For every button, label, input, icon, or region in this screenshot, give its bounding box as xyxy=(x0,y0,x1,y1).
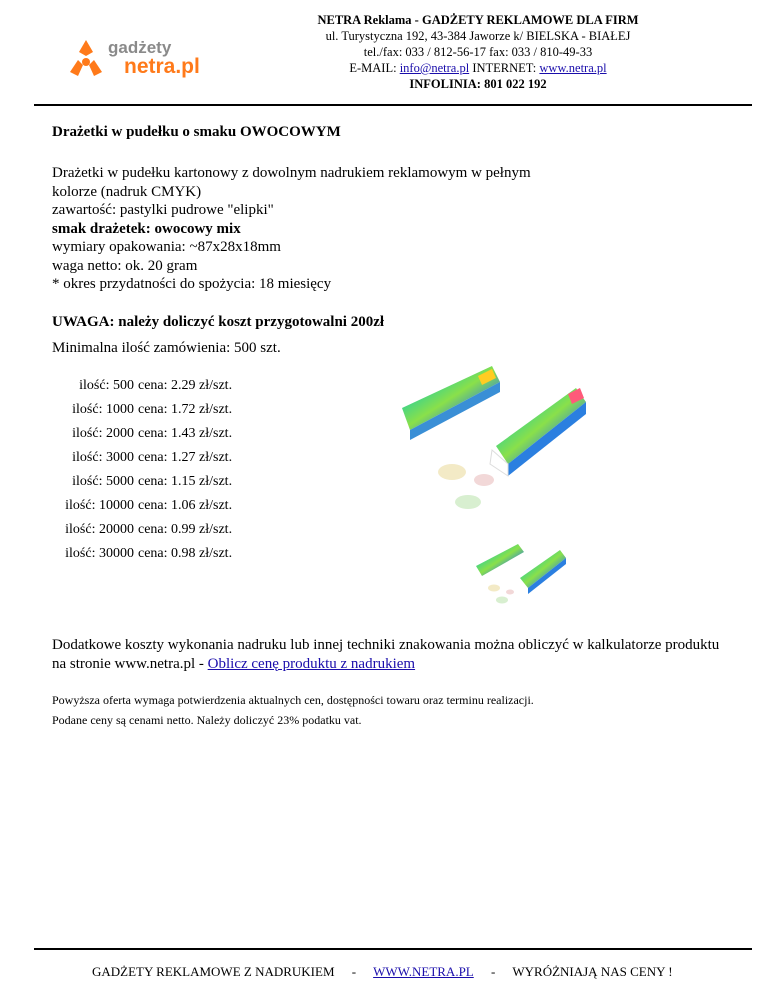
footer-slogan-left: GADŻETY REKLAMOWE Z NADRUKIEM xyxy=(92,964,335,979)
price-value: cena: 0.98 zł/szt. xyxy=(138,546,233,561)
candy-pink xyxy=(474,474,494,486)
product-title: Drażetki w pudełku o smaku OWOCOWYM xyxy=(52,124,341,140)
price-value: cena: 1.72 zł/szt. xyxy=(138,402,233,417)
price-value: cena: 1.06 zł/szt. xyxy=(138,498,233,513)
netra-triad-logo-icon xyxy=(66,38,106,82)
header-company-name: NETRA Reklama - GADŻETY REKLAMOWE DLA FIRM xyxy=(317,13,639,27)
header-phone: tel./fax: 033 / 812-56-17 fax: 033 / 810-49-33 xyxy=(363,45,593,59)
desc-shelf-life: * okres przydatności do spożycia: 18 miesięcy xyxy=(52,276,332,292)
footer-website-link[interactable]: WWW.NETRA.PL xyxy=(373,964,474,979)
price-qty: ilość: 3000 xyxy=(72,450,134,465)
extra-costs-info xyxy=(52,636,752,674)
website-link[interactable]: www.netra.pl xyxy=(539,61,607,75)
product-photo xyxy=(392,360,592,520)
header-divider xyxy=(34,104,752,106)
candy-green xyxy=(455,495,481,509)
header-infoline: INFOLINIA: 801 022 192 xyxy=(409,77,547,91)
company-logo xyxy=(66,38,216,82)
fine-print xyxy=(52,690,534,730)
price-qty: ilość: 1000 xyxy=(72,402,134,417)
desc-dimensions: wymiary opakowania: ~87x28x18mm xyxy=(52,239,281,255)
extra-line-2 xyxy=(52,655,752,674)
min-order: Minimalna ilość zamówienia: 500 szt. xyxy=(52,340,281,356)
price-qty: ilość: 2000 xyxy=(72,426,134,441)
price-value: cena: 2.29 zł/szt. xyxy=(138,378,233,393)
logo-text-top: gadżety xyxy=(108,38,172,57)
desc-flavor: smak drażetek: owocowy mix xyxy=(52,220,241,237)
internet-label: INTERNET: xyxy=(469,61,540,75)
price-value: cena: 0.99 zł/szt. xyxy=(138,522,233,537)
header-address: ul. Turystyczna 192, 43-384 Jaworze k/ BIELSKA - BIAŁEJ xyxy=(325,29,631,43)
header-contact xyxy=(258,60,698,76)
fine-print-line-1: Powyższa oferta wymaga potwierdzenia aktualnych cen, dostępności towaru oraz terminu realizacji. xyxy=(52,693,534,707)
desc-line-2: kolorze (nadruk CMYK) xyxy=(52,183,202,200)
email-link[interactable]: info@netra.pl xyxy=(399,61,470,75)
price-value: cena: 1.27 zł/szt. xyxy=(138,450,233,465)
extra-line-2-prefix: na stronie www.netra.pl - xyxy=(52,656,208,672)
footer-divider xyxy=(34,948,752,950)
setup-cost-warning: UWAGA: należy doliczyć koszt przygotowalni 200zł xyxy=(52,314,385,330)
desc-line-1: Drażetki w pudełku kartonowy z dowolnym nadrukiem reklamowym w pełnym xyxy=(52,165,531,181)
box-back xyxy=(402,366,500,440)
box-front xyxy=(490,388,586,476)
price-qty: ilość: 10000 xyxy=(65,498,134,513)
price-calculator-link[interactable]: Oblicz cenę produktu z nadrukiem xyxy=(207,656,416,672)
price-qty: ilość: 20000 xyxy=(65,522,134,537)
price-value: cena: 1.15 zł/szt. xyxy=(138,474,233,489)
logo-text-bottom: netra.pl xyxy=(124,55,200,78)
footer-slogan-right: WYRÓŻNIAJĄ NAS CENY ! xyxy=(512,964,673,979)
footer-separator: - xyxy=(491,964,496,979)
extra-line-1: Dodatkowe koszty wykonania nadruku lub innej techniki znakowania można obliczyć w kalkulatorze produktu xyxy=(52,637,720,653)
company-header xyxy=(258,12,698,92)
footer-separator: - xyxy=(351,964,357,979)
price-qty: ilość: 5000 xyxy=(72,474,134,489)
desc-contents: zawartość: pastylki pudrowe "elipki" xyxy=(52,202,274,218)
product-photo-small xyxy=(470,538,570,610)
candy-yellow xyxy=(438,464,466,480)
price-qty: ilość: 30000 xyxy=(65,546,134,561)
footer xyxy=(92,964,687,980)
price-value: cena: 1.43 zł/szt. xyxy=(138,426,233,441)
desc-weight: waga netto: ok. 20 gram xyxy=(52,257,198,274)
product-description xyxy=(52,164,531,294)
email-label: E-MAIL: xyxy=(349,61,400,75)
price-qty: ilość: 500 xyxy=(79,378,134,393)
fine-print-line-2: Podane ceny są cenami netto. Należy doliczyć 23% podatku vat. xyxy=(52,713,362,727)
